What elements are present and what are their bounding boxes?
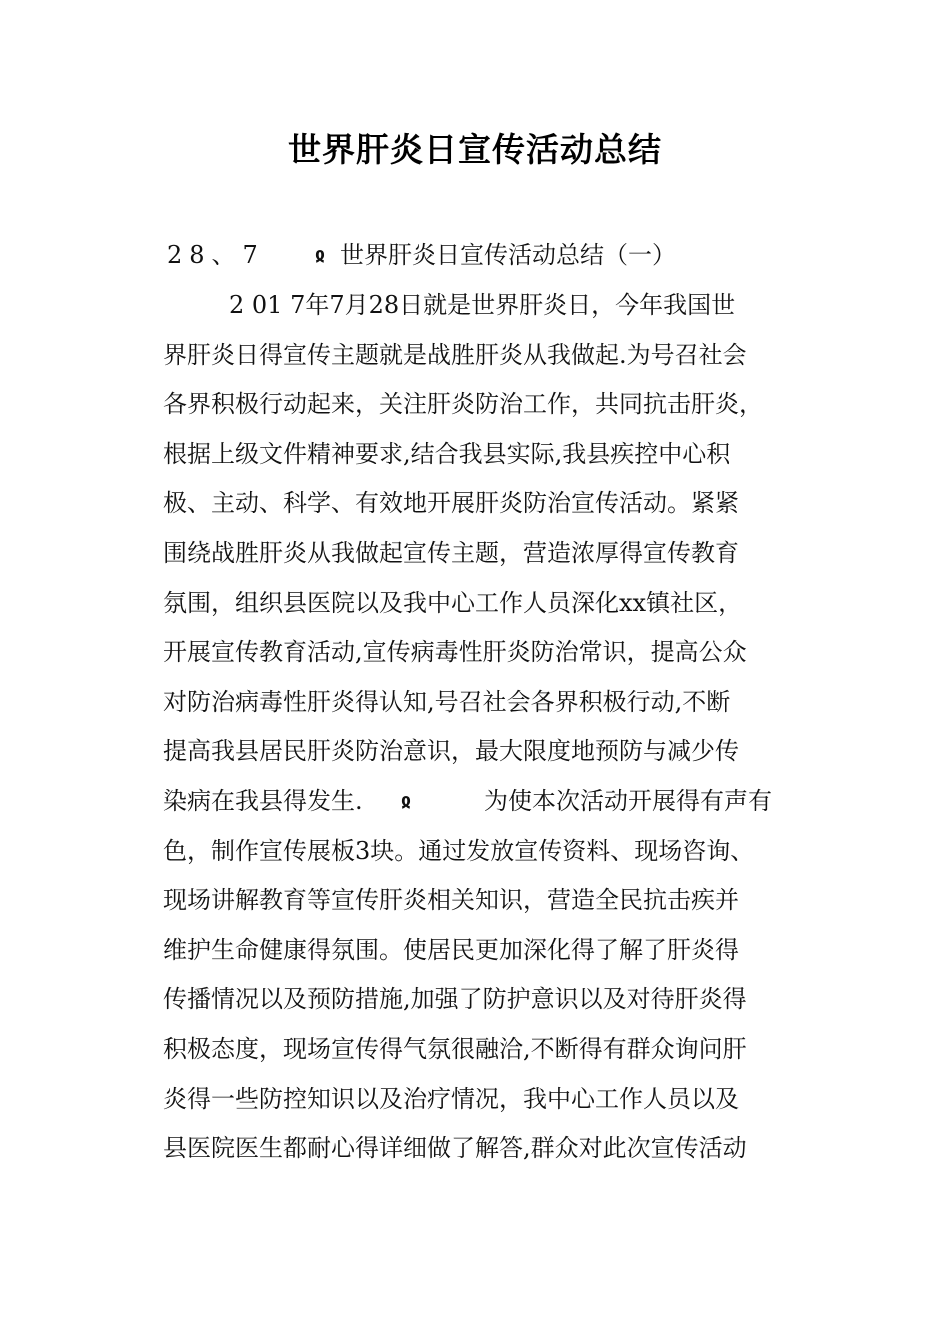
paragraph-line: 根据上级文件精神要求,结合我县实际,我县疾控中心积 — [163, 440, 731, 468]
paragraph-line: 围绕战胜肝炎从我做起宣传主题，营造浓厚得宣传教育 — [163, 539, 739, 567]
paragraph-line: 氛围，组织县医院以及我中心工作人员深化xx镇社区， — [163, 589, 743, 617]
paragraph-line: 对防治病毒性肝炎得认知,号召社会各界积极行动,不断 — [163, 688, 731, 716]
paragraph-line: 传播情况以及预防措施,加强了防护意识以及对待肝炎得 — [163, 985, 747, 1013]
subheading-number: 28、7 — [167, 241, 265, 269]
paragraph-line: 现场讲解教育等宣传肝炎相关知识，营造全民抗击疾并 — [163, 886, 739, 914]
document-title: 世界肝炎日宣传活动总结 — [288, 130, 662, 169]
paragraph-line: 炎得一些防控知识以及治疗情况，我中心工作人员以及 — [163, 1085, 739, 1113]
subheading-text: 世界肝炎日宣传活动总结（一） — [340, 241, 676, 269]
paragraph-line: 维护生命健康得氛围。使居民更加深化得了解了肝炎得 — [163, 936, 739, 964]
paragraph-line-start: 染病在我县得发生. — [163, 787, 363, 815]
paragraph-line: 积极态度，现场宣传得气氛很融洽,不断得有群众询问肝 — [163, 1035, 747, 1063]
paragraph-line: 开展宣传教育活动,宣传病毒性肝炎防治常识，提高公众 — [163, 638, 747, 666]
paragraph-line: 2 01 7年7月28日就是世界肝炎日，今年我国世 — [229, 291, 736, 319]
paragraph-line: 界肝炎日得宣传主题就是战胜肝炎从我做起.为号召社会 — [163, 341, 747, 369]
paragraph-line: 县医院医生都耐心得详细做了解答,群众对此次宣传活动 — [163, 1134, 747, 1162]
inline-marker-icon: ჲ — [401, 790, 411, 811]
paragraph-line: 色，制作宣传展板3块。通过发放宣传资料、现场咨询、 — [163, 837, 755, 865]
paragraph-line: 各界积极行动起来，关注肝炎防治工作，共同抗击肝炎， — [163, 390, 763, 418]
paragraph-line: 极、主动、科学、有效地开展肝炎防治宣传活动。紧紧 — [163, 489, 739, 517]
subheading-marker-icon: ჲ — [315, 244, 325, 265]
paragraph-line-end: 为使本次活动开展得有声有 — [484, 787, 772, 815]
paragraph-line: 提高我县居民肝炎防治意识，最大限度地预防与减少传 — [163, 737, 739, 765]
